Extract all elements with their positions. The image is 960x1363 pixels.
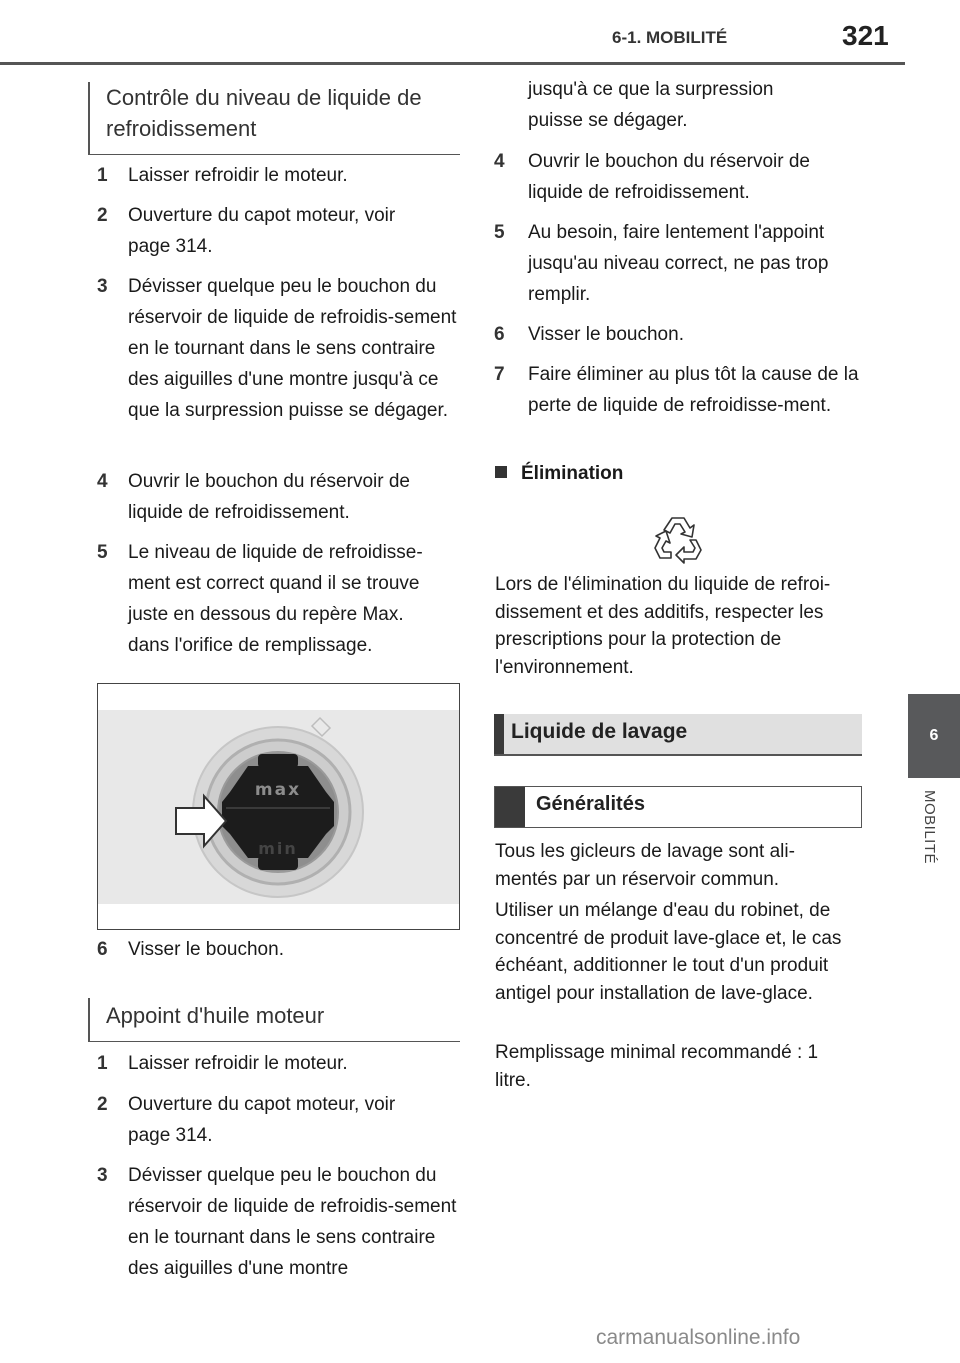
elimination-heading: Élimination bbox=[495, 463, 623, 485]
step-number: 4 bbox=[494, 151, 505, 172]
elimination-text: Lors de l'élimination du liquide de refroi-dissement et des additifs, respecter les prescriptions pour la protection de l'environnement. bbox=[495, 574, 831, 678]
band-heading: Liquide de lavage bbox=[511, 720, 688, 743]
step-number: 1 bbox=[97, 1053, 108, 1074]
step-number: 7 bbox=[494, 364, 505, 385]
step-number: 6 bbox=[97, 939, 108, 960]
step-text: Dévisser quelque peu le bouchon du réservoir de liquide de refroidis-sement en le tournant dans le sens contraire des aiguilles d'une montre bbox=[128, 1165, 457, 1279]
step-text: Laisser refroidir le moteur. bbox=[128, 1053, 348, 1074]
step-text: Visser le bouchon. bbox=[528, 324, 684, 345]
recycle-icon bbox=[652, 512, 704, 564]
step-number: 3 bbox=[97, 1165, 108, 1186]
step-text: Dévisser quelque peu le bouchon du réservoir de liquide de refroidis-sement en le tournant dans le sens contraire des aiguilles d'une montre jusqu'à ce que la surpression puisse se dégager. bbox=[128, 276, 457, 421]
watermark: carmanualsonline.info bbox=[596, 1326, 801, 1349]
subsection-band-general bbox=[494, 786, 862, 828]
section-band-washer-fluid bbox=[494, 714, 862, 756]
section-heading-oil: Appoint d'huile moteur bbox=[88, 998, 460, 1042]
step-text: Ouverture du capot moteur, voir page 314. bbox=[128, 205, 396, 257]
heading-bullet-square bbox=[495, 466, 507, 478]
step-text: Le niveau de liquide de refroidisse-ment est correct quand il se trouve juste en dessous du repère Max. dans l'orifice de remplissage. bbox=[128, 542, 423, 656]
step-text: Faire éliminer au plus tôt la cause de la perte de liquide de refroidisse-ment. bbox=[528, 364, 859, 416]
step-number: 6 bbox=[494, 324, 505, 345]
cap-drawing bbox=[98, 684, 460, 930]
paragraph: Tous les gicleurs de lavage sont ali-mentés par un réservoir commun. bbox=[495, 841, 795, 890]
chapter-tab-label: MOBILITÉ bbox=[921, 790, 938, 865]
step-text: Au besoin, faire lentement l'appoint jusqu'au niveau correct, ne pas trop remplir. bbox=[528, 222, 829, 305]
step-text: Laisser refroidir le moteur. bbox=[128, 165, 348, 186]
continued-step-text: jusqu'à ce que la surpression puisse se dégager. bbox=[528, 79, 774, 131]
section-heading-coolant: Contrôle du niveau de liquide de refroidissement bbox=[88, 82, 460, 155]
subband-accent-bar bbox=[495, 787, 525, 827]
step-text: Ouvrir le bouchon du réservoir de liquide de refroidissement. bbox=[128, 471, 410, 523]
step-number: 2 bbox=[97, 205, 108, 226]
step-number: 1 bbox=[97, 165, 108, 186]
chapter-tab: 6 bbox=[908, 694, 960, 778]
coolant-cap-illustration bbox=[97, 683, 460, 930]
step-text: Visser le bouchon. bbox=[128, 939, 284, 960]
paragraph: Utiliser un mélange d'eau du robinet, de concentré de produit lave-glace et, le cas échéant, additionner le tout d'un produit antigel pour installation de lave-glace. bbox=[495, 900, 842, 1004]
max-mark-label: max bbox=[254, 780, 302, 800]
paragraph: Remplissage minimal recommandé : 1 litre. bbox=[495, 1042, 819, 1091]
step-number: 4 bbox=[97, 471, 108, 492]
header-rule bbox=[0, 62, 905, 65]
step-number: 2 bbox=[97, 1094, 108, 1115]
min-mark-label: min bbox=[258, 839, 298, 858]
band-accent-bar bbox=[494, 714, 504, 754]
page-number: 321 bbox=[842, 20, 889, 51]
running-header-section: 6-1. MOBILITÉ bbox=[612, 28, 728, 47]
step-number: 5 bbox=[97, 542, 108, 563]
step-text: Ouvrir le bouchon du réservoir de liquide de refroidissement. bbox=[528, 151, 810, 203]
step-number: 5 bbox=[494, 222, 505, 243]
subband-heading: Généralités bbox=[536, 793, 645, 815]
step-number: 3 bbox=[97, 276, 108, 297]
step-text: Ouverture du capot moteur, voir page 314. bbox=[128, 1094, 396, 1146]
